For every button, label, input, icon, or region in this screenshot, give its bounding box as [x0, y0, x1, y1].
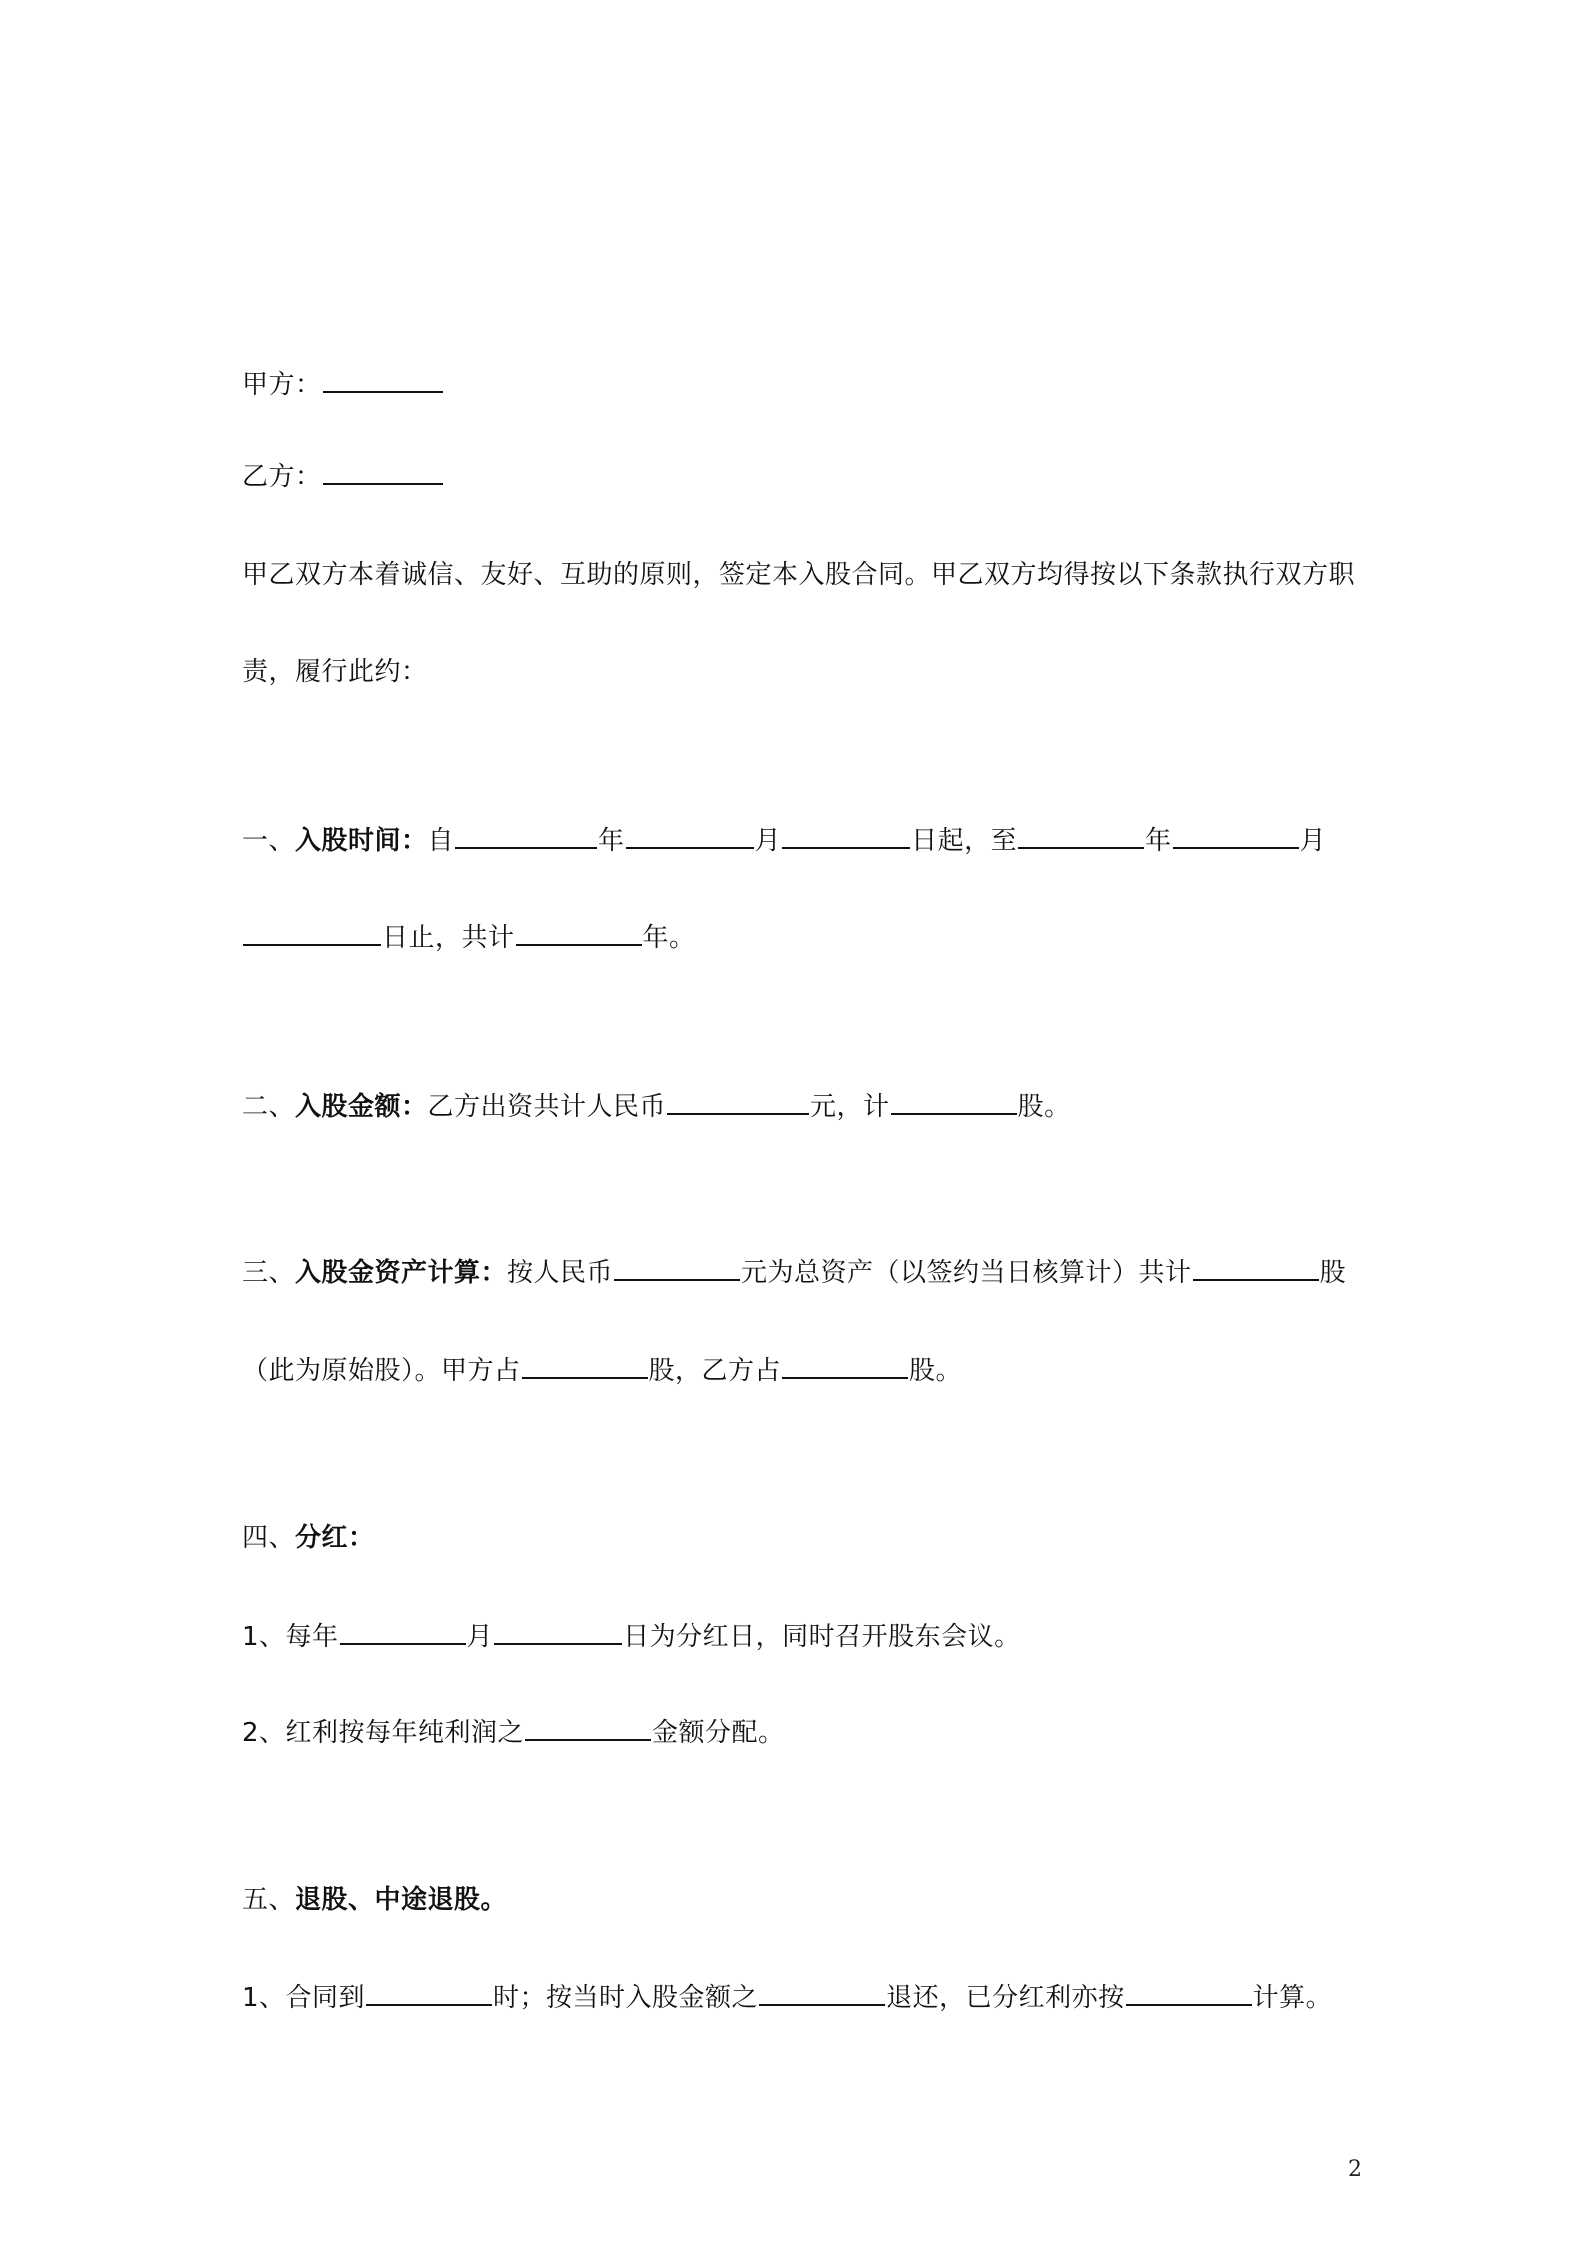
page-number: 2 — [1348, 2157, 1362, 2182]
section-1-text-7: 日止，共计 — [382, 923, 515, 953]
intro-text-2: 责，履行此约： — [242, 657, 428, 687]
section-3-line-1 — [242, 1253, 1586, 1293]
section-3-line-2 — [242, 1351, 1586, 1391]
party-a-line — [242, 365, 1586, 405]
section-2-number: 二、 — [242, 1092, 296, 1122]
end-year-blank[interactable] — [1018, 821, 1144, 849]
section-2-text-1: 乙方出资共计人民币 — [427, 1092, 667, 1122]
contract-term-blank[interactable] — [366, 1978, 492, 2006]
intro-line-1 — [242, 555, 1586, 595]
section-4-item-1-text-b: 月 — [466, 1622, 494, 1652]
section-4-item-1-text-a: 1、每年 — [242, 1622, 339, 1652]
section-4-item-1-text-c: 日为分红日，同时召开股东会议。 — [623, 1622, 1021, 1652]
party-b-blank[interactable] — [323, 457, 443, 485]
end-day-blank[interactable] — [243, 918, 381, 946]
section-5-title: 退股、中途退股。 — [295, 1885, 508, 1915]
section-1-number: 一、 — [242, 826, 296, 856]
party-b-shares-blank[interactable] — [782, 1351, 908, 1379]
section-3-text-2: 元为总资产（以签约当日核算计）共计 — [741, 1258, 1192, 1288]
section-5-heading — [242, 1880, 1586, 1920]
start-month-blank[interactable] — [626, 821, 754, 849]
section-5-item-1 — [242, 1978, 1586, 2018]
section-1-text-5: 年 — [1145, 826, 1172, 856]
start-day-blank[interactable] — [782, 821, 910, 849]
section-2-line — [242, 1087, 1586, 1127]
section-3-text-1: 按人民币 — [507, 1258, 614, 1288]
section-5-item-1-text-c: 退还，已分红利亦按 — [886, 1983, 1125, 2013]
section-3-text-5: 股，乙方占 — [648, 1356, 782, 1386]
dividend-calc-blank[interactable] — [1126, 1978, 1252, 2006]
party-a-shares-blank[interactable] — [522, 1351, 648, 1379]
dividend-ratio-blank[interactable] — [525, 1713, 651, 1741]
section-3-text-6: 股。 — [909, 1356, 963, 1386]
dividend-day-blank[interactable] — [494, 1617, 622, 1645]
section-2-title: 入股金额： — [295, 1092, 428, 1122]
section-1-text-2: 年 — [598, 826, 625, 856]
intro-text-1: 甲乙双方本着诚信、友好、互助的原则，签定本入股合同。甲乙双方均得按以下条款执行双方职 — [242, 560, 1356, 590]
dividend-month-blank[interactable] — [340, 1617, 466, 1645]
section-4-item-2-text-b: 金额分配。 — [652, 1718, 785, 1748]
section-1-text-1: 自 — [427, 826, 455, 856]
section-1-text-8: 年。 — [642, 923, 696, 953]
section-3-text-3: 股 — [1319, 1258, 1347, 1288]
section-3-title: 入股金资产计算： — [295, 1258, 508, 1288]
section-4-item-1 — [242, 1617, 1586, 1657]
intro-line-2 — [242, 652, 1586, 692]
total-years-blank[interactable] — [516, 918, 642, 946]
party-a-label: 甲方： — [242, 370, 322, 400]
investment-amount-blank[interactable] — [667, 1087, 809, 1115]
section-1-line-1 — [242, 821, 1586, 861]
party-b-line — [242, 457, 1586, 497]
total-shares-blank[interactable] — [1193, 1253, 1319, 1281]
section-2-text-3: 股。 — [1017, 1092, 1071, 1122]
start-year-blank[interactable] — [455, 821, 597, 849]
section-4-item-2-text-a: 2、红利按每年纯利润之 — [242, 1718, 525, 1748]
investment-shares-blank[interactable] — [891, 1087, 1017, 1115]
section-5-item-1-text-b: 时；按当时入股金额之 — [493, 1983, 759, 2013]
section-1-title: 入股时间： — [295, 826, 428, 856]
section-2-text-2: 元，计 — [810, 1092, 890, 1122]
section-1-text-4: 日起，至 — [911, 826, 1018, 856]
section-1-text-3: 月 — [754, 826, 782, 856]
section-3-number: 三、 — [242, 1258, 296, 1288]
total-assets-blank[interactable] — [614, 1253, 740, 1281]
section-5-item-1-text-d: 计算。 — [1252, 1983, 1333, 2013]
section-4-heading — [242, 1518, 1586, 1558]
party-a-blank[interactable] — [323, 365, 443, 393]
section-5-item-1-text-a: 1、合同到 — [242, 1983, 366, 2013]
section-3-text-4: （此为原始股）。甲方占 — [242, 1356, 521, 1386]
section-4-title: 分红： — [295, 1523, 375, 1553]
section-1-text-6: 月 — [1299, 826, 1327, 856]
party-b-label: 乙方： — [242, 462, 322, 492]
section-4-item-2 — [242, 1713, 1586, 1753]
section-1-line-2 — [242, 918, 1586, 958]
refund-ratio-blank[interactable] — [759, 1978, 885, 2006]
section-4-number: 四、 — [242, 1523, 296, 1553]
end-month-blank[interactable] — [1173, 821, 1299, 849]
section-5-number: 五、 — [242, 1885, 296, 1915]
